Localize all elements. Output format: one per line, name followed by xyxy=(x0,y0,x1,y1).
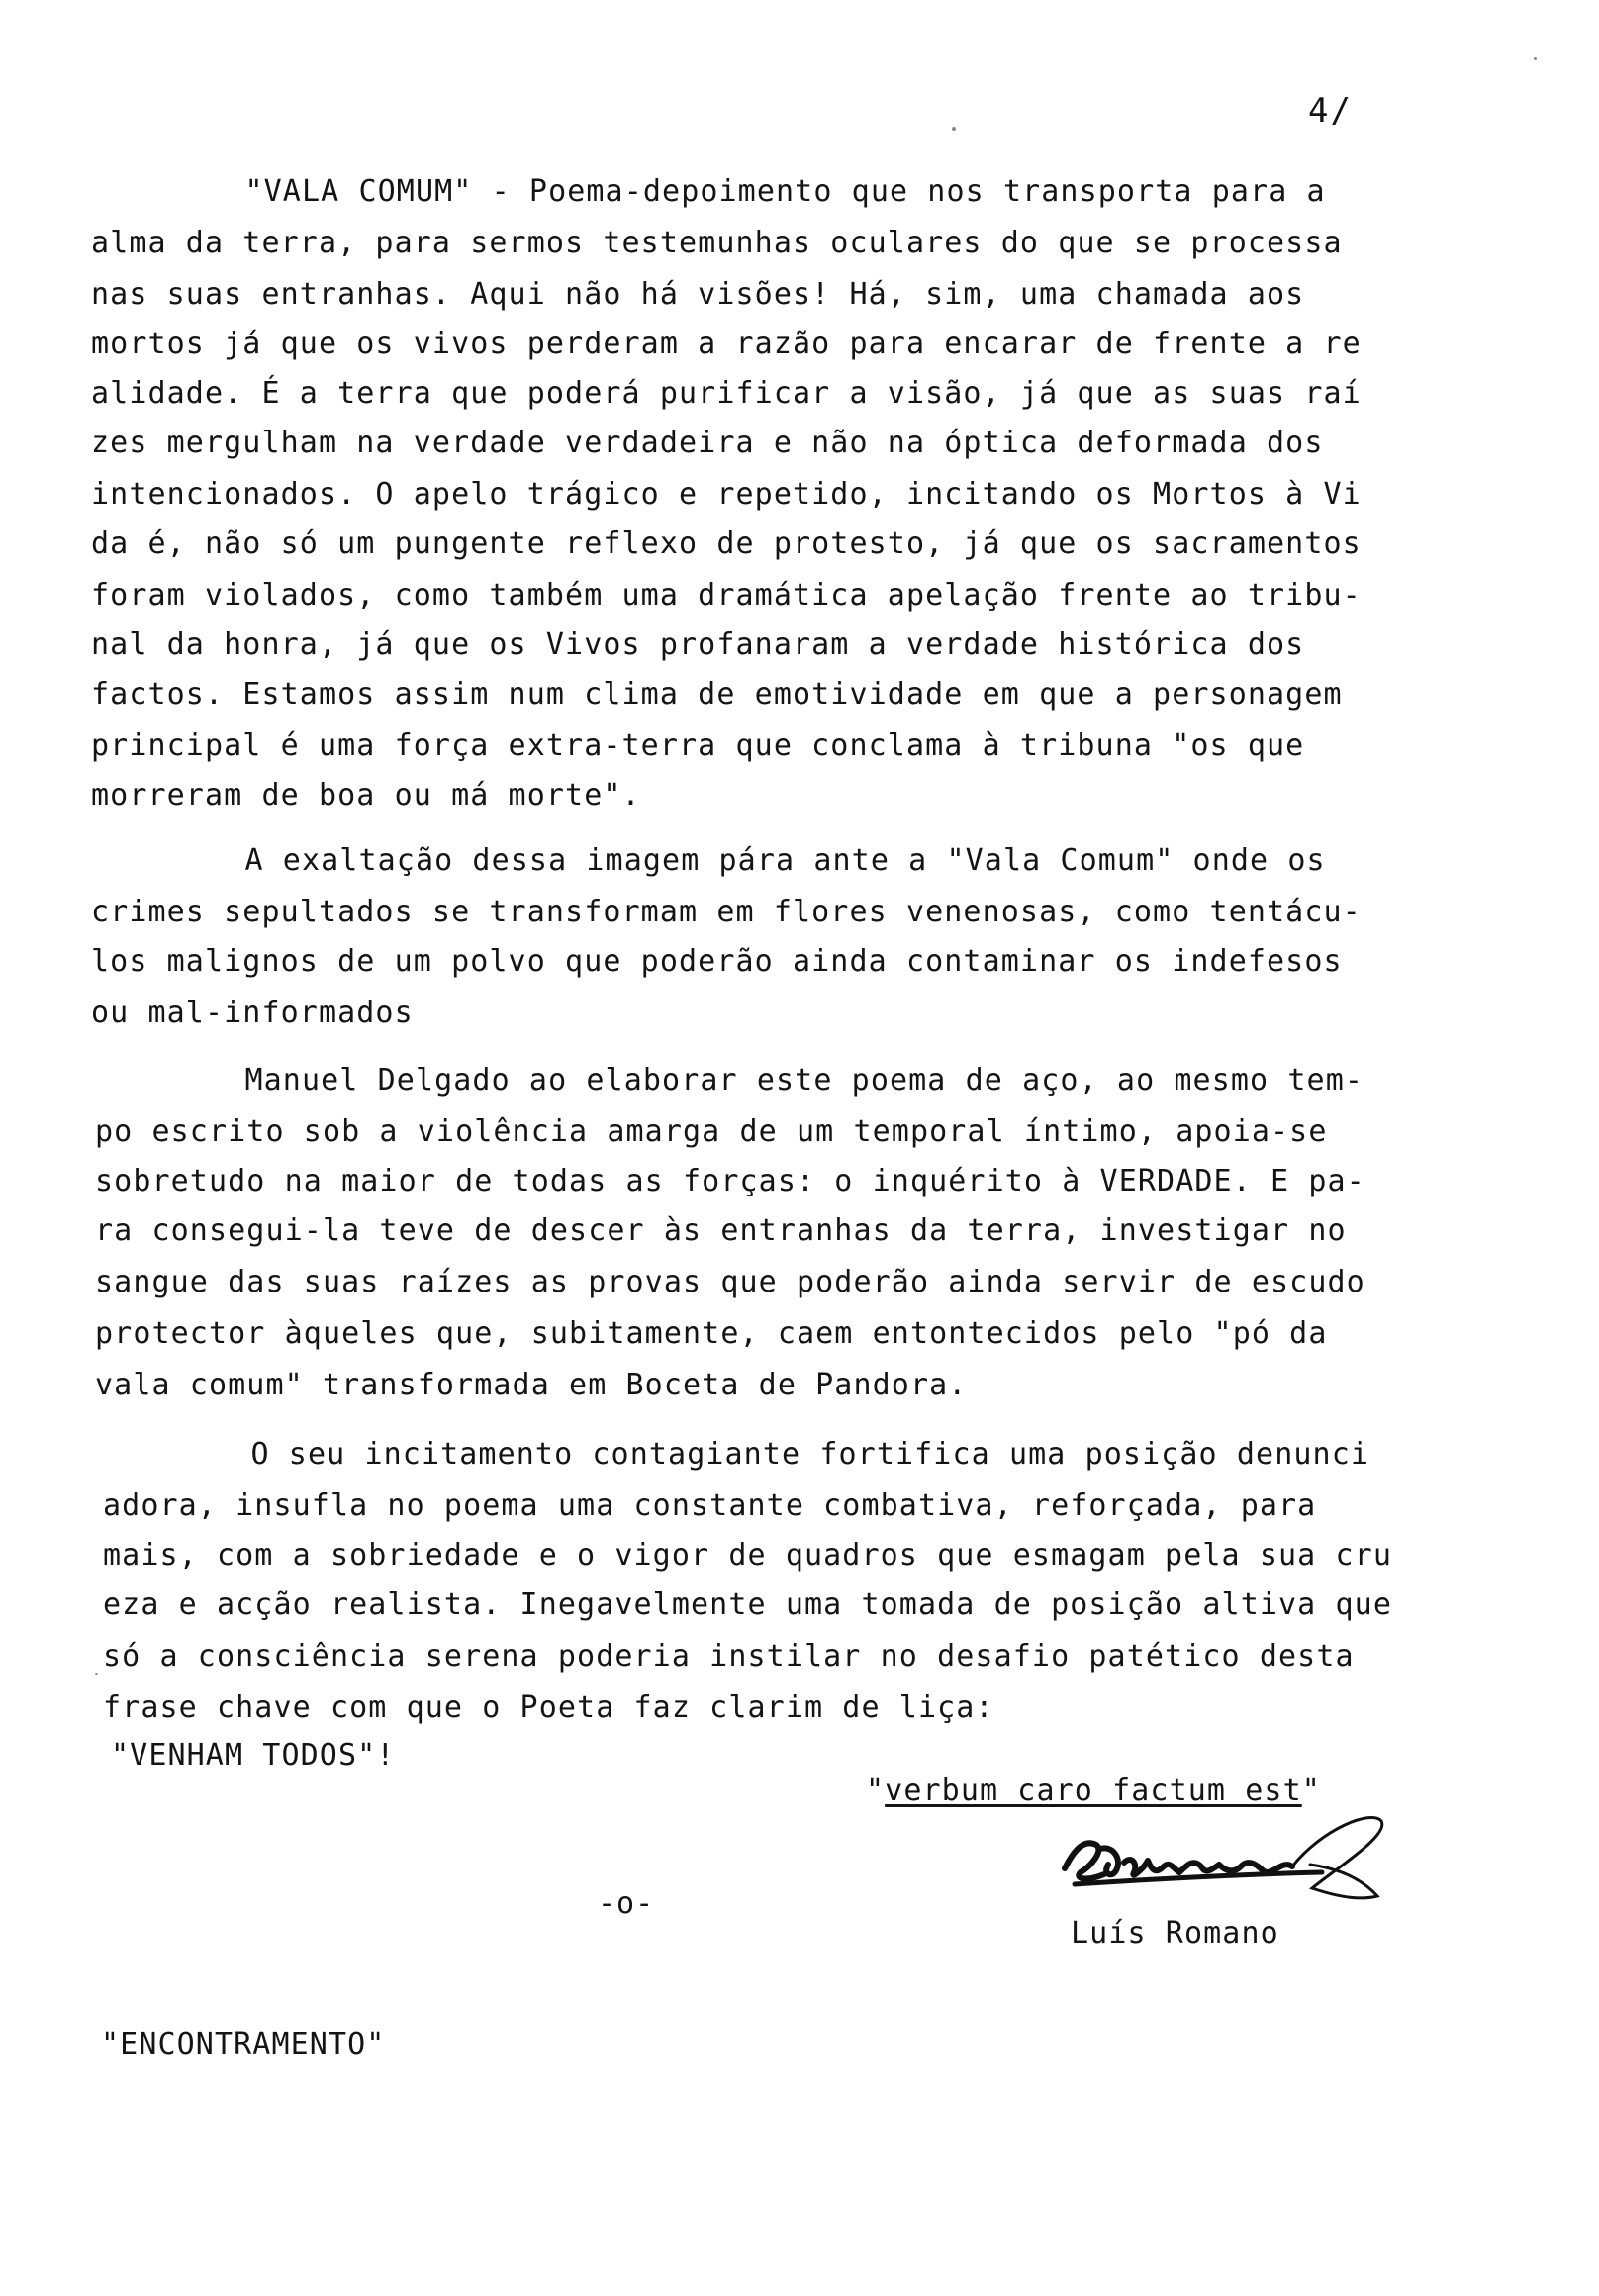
motto: "verbum caro factum est" xyxy=(866,1773,1321,1808)
signer-name: Luís Romano xyxy=(1071,1916,1279,1951)
text-line: principal é uma força extra-terra que conclama à tribuna "os que xyxy=(91,728,1305,763)
text-line: Manuel Delgado ao elaborar este poema de aço, ao mesmo tem- xyxy=(188,1063,1364,1098)
text-line: eza e acção realista. Inegavelmente uma tomada de posição altiva que xyxy=(103,1587,1392,1622)
text-line: foram violados, como também uma dramática apelação frente ao tribu- xyxy=(91,578,1362,613)
text-line: zes mergulham na verdade verdadeira e não na óptica deformada dos xyxy=(91,426,1324,460)
scan-speck xyxy=(95,1673,98,1675)
text-line: sangue das suas raízes as provas que poderão ainda servir de escudo xyxy=(95,1265,1365,1299)
text-line: O seu incitamento contagiante fortifica uma posição denunci xyxy=(194,1437,1370,1472)
text-line: protector àqueles que, subitamente, caem entontecidos pelo "pó da xyxy=(95,1316,1328,1351)
text-line: "VALA COMUM" - Poema-depoimento que nos transporta para a xyxy=(188,174,1326,209)
text-line: só a consciência serena poderia instilar no desafio patético desta xyxy=(103,1639,1355,1674)
page-number: 4/ xyxy=(1308,91,1353,131)
text-line: da é, não só um pungente reflexo de protesto, já que os sacramentos xyxy=(91,526,1362,561)
text-line: sobretudo na maior de todas as forças: o inquérito à VERDADE. E pa- xyxy=(95,1164,1365,1198)
text-line: ou mal-informados xyxy=(91,996,414,1030)
text-line: crimes sepultados se transformam em flores venenosas, como tentácu- xyxy=(91,895,1362,929)
text-line: los malignos de um polvo que poderão ainda contaminar os indefesos xyxy=(91,944,1343,979)
text-line: frase chave com que o Poeta faz clarim de liça: xyxy=(103,1690,994,1725)
text-line: nas suas entranhas. Aqui não há visões! Há, sim, uma chamada aos xyxy=(91,277,1305,312)
text-line: adora, insufla no poema uma constante combativa, reforçada, para xyxy=(103,1488,1317,1523)
next-section-title: "ENCONTRAMENTO" xyxy=(101,2027,386,2061)
motto-text: verbum caro factum est xyxy=(885,1773,1302,1808)
text-line: morreram de boa ou má morte". xyxy=(91,778,641,813)
text-line: vala comum" transformada em Boceta de Pandora. xyxy=(95,1368,968,1402)
section-divider: -o- xyxy=(598,1886,655,1921)
scan-speck xyxy=(1534,57,1537,60)
text-line: mais, com a sobriedade e o vigor de quadros que esmagam pela sua cru xyxy=(103,1538,1392,1573)
text-line: intencionados. O apelo trágico e repetido, incitando os Mortos à Vi xyxy=(91,477,1362,512)
text-line: mortos já que os vivos perderam a razão para encarar de frente a re xyxy=(91,327,1362,361)
handwritten-signature xyxy=(1045,1809,1401,1908)
text-line: ra consegui-la teve de descer às entranhas da terra, investigar no xyxy=(95,1213,1347,1248)
scan-speck xyxy=(952,127,956,131)
text-line: po escrito sob a violência amarga de um temporal íntimo, apoia-se xyxy=(95,1114,1328,1149)
text-line: nal da honra, já que os Vivos profanaram a verdade histórica dos xyxy=(91,627,1305,662)
text-line: alma da terra, para sermos testemunhas oculares do que se processa xyxy=(91,226,1343,260)
text-line: factos. Estamos assim num clima de emotividade em que a personagem xyxy=(91,677,1343,712)
text-line: A exaltação dessa imagem pára ante a "Vala Comum" onde os xyxy=(188,843,1326,878)
closing-exclamation: "VENHAM TODOS"! xyxy=(111,1738,396,1772)
text-line: alidade. É a terra que poderá purificar a visão, já que as suas raí xyxy=(91,376,1362,411)
